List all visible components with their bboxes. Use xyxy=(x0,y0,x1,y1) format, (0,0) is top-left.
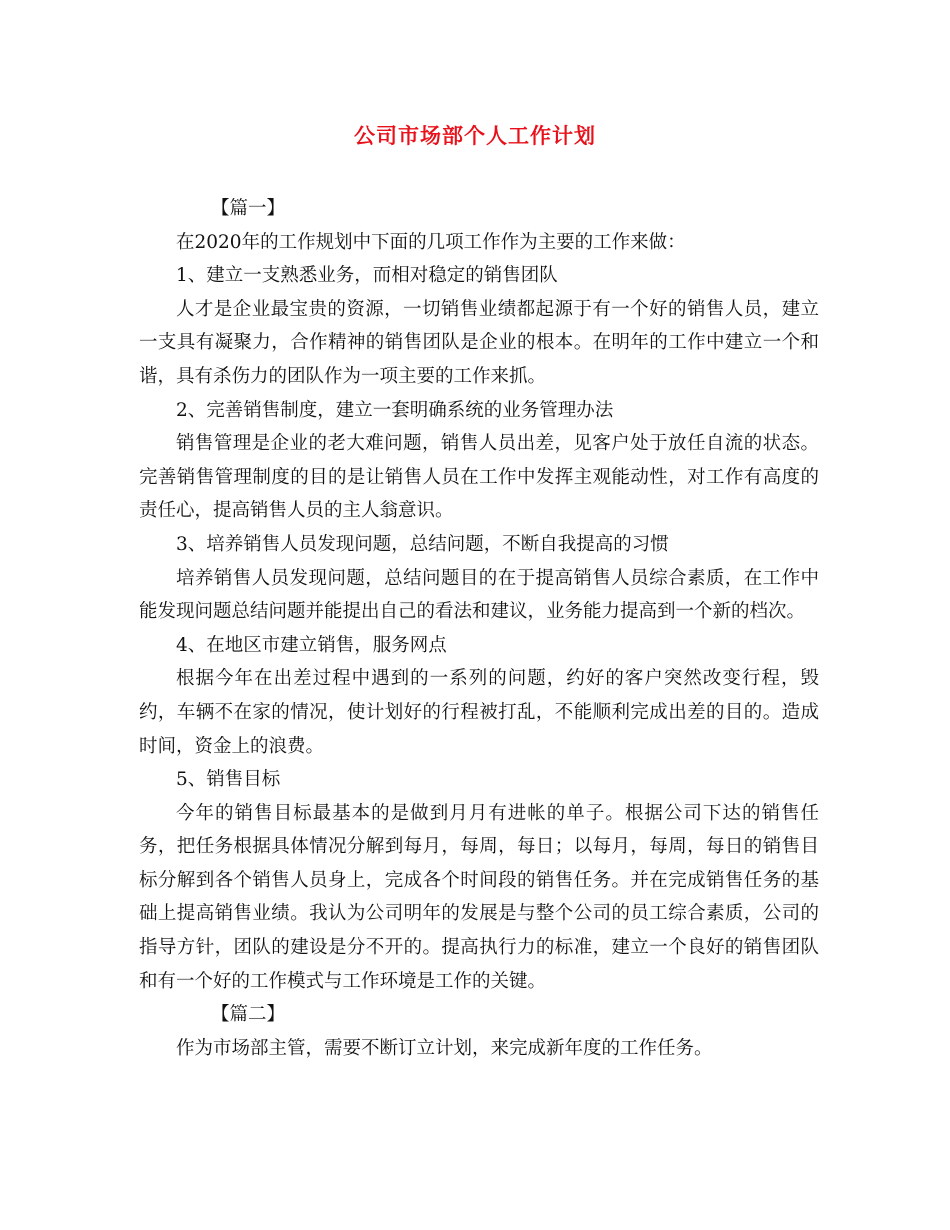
paragraph: 培养销售人员发现问题，总结问题目的在于提高销售人员综合素质，在工作中能发现问题总结问题并能提出自己的看法和建议，业务能力提高到一个新的档次。 xyxy=(139,567,819,623)
paragraph: 今年的销售目标最基本的是做到月月有进帐的单子。根据公司下达的销售任务，把任务根据具体情况分解到每月，每周，每日；以每月，每周，每日的销售目标分解到各个销售人员身上，完成各个时间段的销售任务。并在完成销售任务的基础上提高销售业绩。我认为公司明年的发展是与整个公司的员工综合素质，公司的指导方针，团队的建设是分不开的。提高执行力的标准，建立一个良好的销售团队和有一个好的工作模式与工作环境是工作的关键。 xyxy=(139,802,819,992)
numbered-heading: 3、培养销售人员发现问题，总结问题，不断自我提高的习惯 xyxy=(176,533,669,555)
paragraph: 作为市场部主管，需要不断订立计划，来完成新年度的工作任务。 xyxy=(176,1037,713,1059)
numbered-heading: 1、建立一支熟悉业务，而相对稳定的销售团队 xyxy=(176,265,558,287)
section-heading: 【篇一】 xyxy=(211,198,286,219)
document-title: 公司市场部个人工作计划 xyxy=(354,123,596,148)
document-body xyxy=(139,192,819,1065)
paragraph: 销售管理是企业的老大难问题，销售人员出差，见客户处于放任自流的状态。完善销售管理制度的目的是让销售人员在工作中发挥主观能动性，对工作有高度的责任心，提高销售人员的主人翁意识。 xyxy=(139,433,819,522)
paragraph: 人才是企业最宝贵的资源，一切销售业绩都起源于有一个好的销售人员，建立一支具有凝聚力，合作精神的销售团队是企业的根本。在明年的工作中建立一个和谐，具有杀伤力的团队作为一项主要的工作来抓。 xyxy=(139,298,819,387)
section-heading: 【篇二】 xyxy=(211,1004,286,1026)
numbered-heading: 5、销售目标 xyxy=(176,769,281,791)
numbered-heading: 2、完善销售制度，建立一套明确系统的业务管理办法 xyxy=(176,399,614,421)
paragraph: 根据今年在出差过程中遇到的一系列的问题，约好的客户突然改变行程，毁约，车辆不在家的情况，使计划好的行程被打乱，不能顺利完成出差的目的。造成时间，资金上的浪费。 xyxy=(139,668,819,757)
numbered-heading: 4、在地区市建立销售，服务网点 xyxy=(176,634,447,656)
paragraph: 在2020年的工作规划中下面的几项工作作为主要的工作来做： xyxy=(176,231,686,253)
